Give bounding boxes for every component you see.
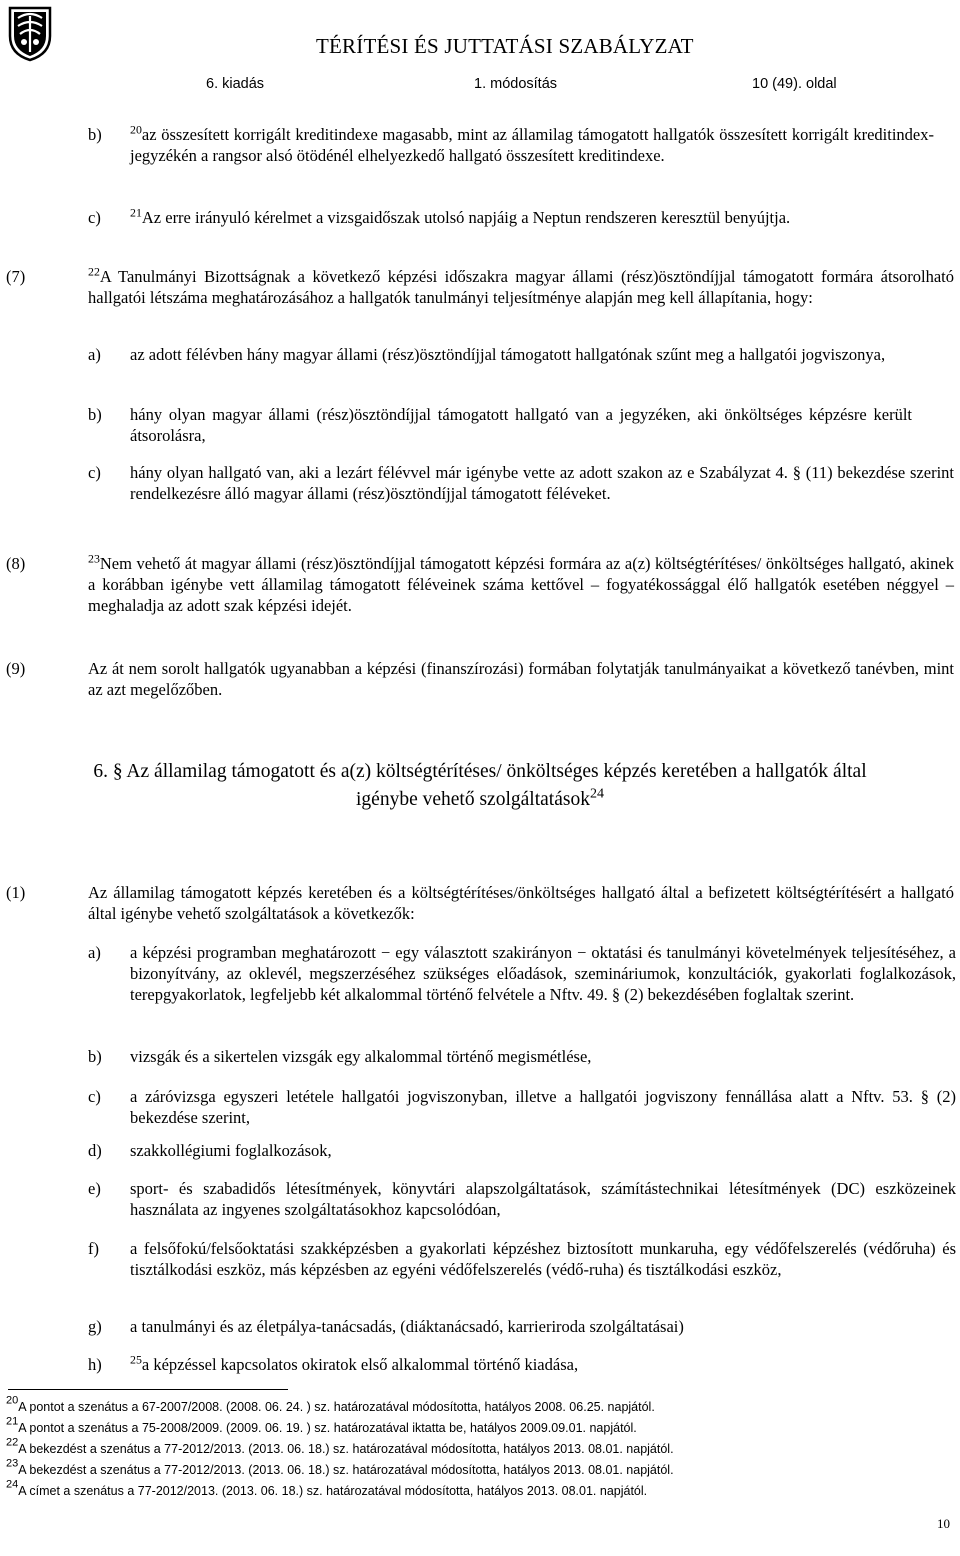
list-item-text: a felsőfokú/felsőoktatási szakképzésben a gyakorlati képzéshez biztosított munkaruha, egy védőfelszerelés (védőruha) és tisztálkodási eszköz, más képzésben az egyéni védőfelszerelés (védő-ruha) és tisztálkodási eszköz, [130,1239,956,1279]
footnote-ref[interactable]: 25 [130,1352,142,1367]
paragraph-8: $^{23}$Nem vehető át magyar állami (rész)ösztöndíjjal támogatott képzési formára az a(z) költségtérítéses/ önköltséges hallgató, akinek a korábban igénybe vett államilag támogatott féléveinek száma kettővel – fogyatékossággal élő hallgatók esetében néggyel – meghaladja az adott szak képzési idejét. [88,551,954,615]
paragraph-number: (7) [6,267,26,286]
footnote: $^{24}$A címet a szenátus a 77-2012/2013. (2013. 06. 18.) sz. határozatával módosította, hatályos 2013. 08.01. napjától. [6,1478,648,1498]
list-item-text: $^{25}$a képzéssel kapcsolatos okiratok első alkalommal történő kiadása, [130,1352,579,1374]
section-heading [0,758,960,814]
list-label: b) [88,405,102,424]
paragraph-1: Az államilag támogatott képzés keretében és a költségtérítéses/önköltséges hallgató által a befizetett költségtérítésért a hallgató által igénybe vehető szolgáltatások a következők: [88,883,954,923]
list-label: d) [88,1141,102,1160]
section-title-line1: 6. § Az államilag támogatott és a(z) költségtérítéses/ önköltséges képzés keretében a hallgatók által [93,761,867,782]
footnote-ref[interactable]: 21 [130,205,142,220]
paragraph-9: Az át nem sorolt hallgatók ugyanabban a képzési (finanszírozási) formában folytatják tanulmányaikat a következő tanévben, mint az azt megelőzőben. [88,659,954,699]
list-item-text: hány olyan hallgató van, aki a lezárt félévvel már igénybe vette az adott szakon az e Szabályzat 4. § (11) bekezdése szerint rendelkezésre álló magyar állami (rész)ösztöndíjjal támogatott féléveket. [130,463,954,503]
list-label: a) [88,345,101,364]
list-item-text: $^{20}$az összesített korrigált kreditindexe magasabb, mint az államilag támogatott hallgatók összesített korrigált kreditindex-jegyzékén a rangsor alsó ötödénél elhelyezkedő hallgató összesített kreditindexe. [130,122,934,165]
list-item-text: a képzési programban meghatározott − egy választott szakirányon − oktatási és tanulmányi követelmények teljesítéséhez, a bizonyítvány, az oklevél, megszerzéséhez szükséges előadások, szemináriumok, konzultációk, gyakorlati foglalkozások, terepgyakorlatok, legfeljebb két alkalommal történő felvétele a Nftv. 49. § (2) bekezdésében foglaltak szerint. [130,943,956,1004]
list-item-text: sport- és szabadidős létesítmények, könyvtári alapszolgáltatások, számítástechnikai létesítmények (DC) eszközeinek használata az ingyenes szolgáltatásokhoz kapcsolódóan, [130,1179,956,1219]
list-item-text: az adott félévben hány magyar állami (rész)ösztöndíjjal támogatott hallgatónak szűnt meg a hallgatói jogviszonya, [130,345,886,364]
footnote-ref[interactable]: 22 [88,264,100,279]
list-item-text: hány olyan magyar állami (rész)ösztöndíjjal támogatott hallgató van a jegyzéken, aki önköltséges képzésre került átsorolásra, [130,405,912,445]
footnote-ref[interactable]: 24 [589,785,604,802]
list-label: b) [88,125,102,144]
paragraph-7: $^{22}$A Tanulmányi Bizottságnak a következő képzési időszakra magyar állami (rész)ösztöndíjjal támogatott formára átsorolható hallgatói létszáma meghatározásához a hallgatók tanulmányi teljesítménye alapján meg kell állapítania, hogy: [88,264,954,307]
list-label: g) [88,1317,102,1336]
document-title: TÉRÍTÉSI ÉS JUTTATÁSI SZABÁLYZAT [316,34,694,58]
list-item-text: a tanulmányi és az életpálya-tanácsadás, (diáktanácsadó, karrieriroda szolgáltatásai) [130,1317,684,1336]
footnote: $^{22}$A bekezdést a szenátus a 77-2012/2013. (2013. 06. 18.) sz. határozatával módosította, hatályos 2013. 08.01. napjától. [6,1436,674,1456]
edition-label: 6. kiadás [206,76,265,92]
list-label: b) [88,1047,102,1066]
paragraph-number: (9) [6,659,26,678]
footnote: $^{23}$A bekezdést a szenátus a 77-2012/2013. (2013. 06. 18.) sz. határozatával módosította, hatályos 2013. 08.01. napjától. [6,1457,674,1477]
list-label: c) [88,1087,101,1106]
list-label: a) [88,943,101,962]
list-item-text: $^{21}$Az erre irányuló kérelmet a vizsgaidőszak utolsó napjáig a Neptun rendszeren keresztül benyújtja. [130,205,791,227]
university-crest-logo [8,6,52,62]
page-info: 10 (49). oldal [752,76,837,92]
list-item-text: a záróvizsga egyszeri letétele hallgatói jogviszonyban, illetve a hallgatói jogviszony fennállása alatt a Nftv. 53. § (2) bekezdése szerint, [130,1087,956,1127]
list-label: h) [88,1355,102,1374]
footnote-ref[interactable]: 23 [88,551,100,566]
list-label: c) [88,463,101,482]
footnote-separator [8,1389,288,1390]
paragraph-number: (8) [6,554,26,573]
list-label: c) [88,208,101,227]
footnote: $^{21}$A pontot a szenátus a 75-2008/2009. (2009. 06. 19. ) sz. határozatával iktatta be, hatályos 2009.09.01. napjától. [6,1415,637,1435]
modification-label: 1. módosítás [474,76,558,92]
section-title-line2: igénybe vehető szolgáltatások$^{24}$ [356,785,604,810]
footnote-ref[interactable]: 20 [130,122,142,137]
list-item-text: szakkollégiumi foglalkozások, [130,1141,332,1160]
footnote: $^{20}$A pontot a szenátus a 67-2007/2008. (2008. 06. 24. ) sz. határozatával módosította, hatályos 2008. 06.25. napjától. [6,1394,655,1414]
list-label: e) [88,1179,101,1198]
list-item-text: vizsgák és a sikertelen vizsgák egy alkalommal történő megismétlése, [130,1047,592,1066]
page-number: 10 [937,1516,950,1531]
list-label: f) [88,1239,99,1258]
paragraph-number: (1) [6,883,26,902]
